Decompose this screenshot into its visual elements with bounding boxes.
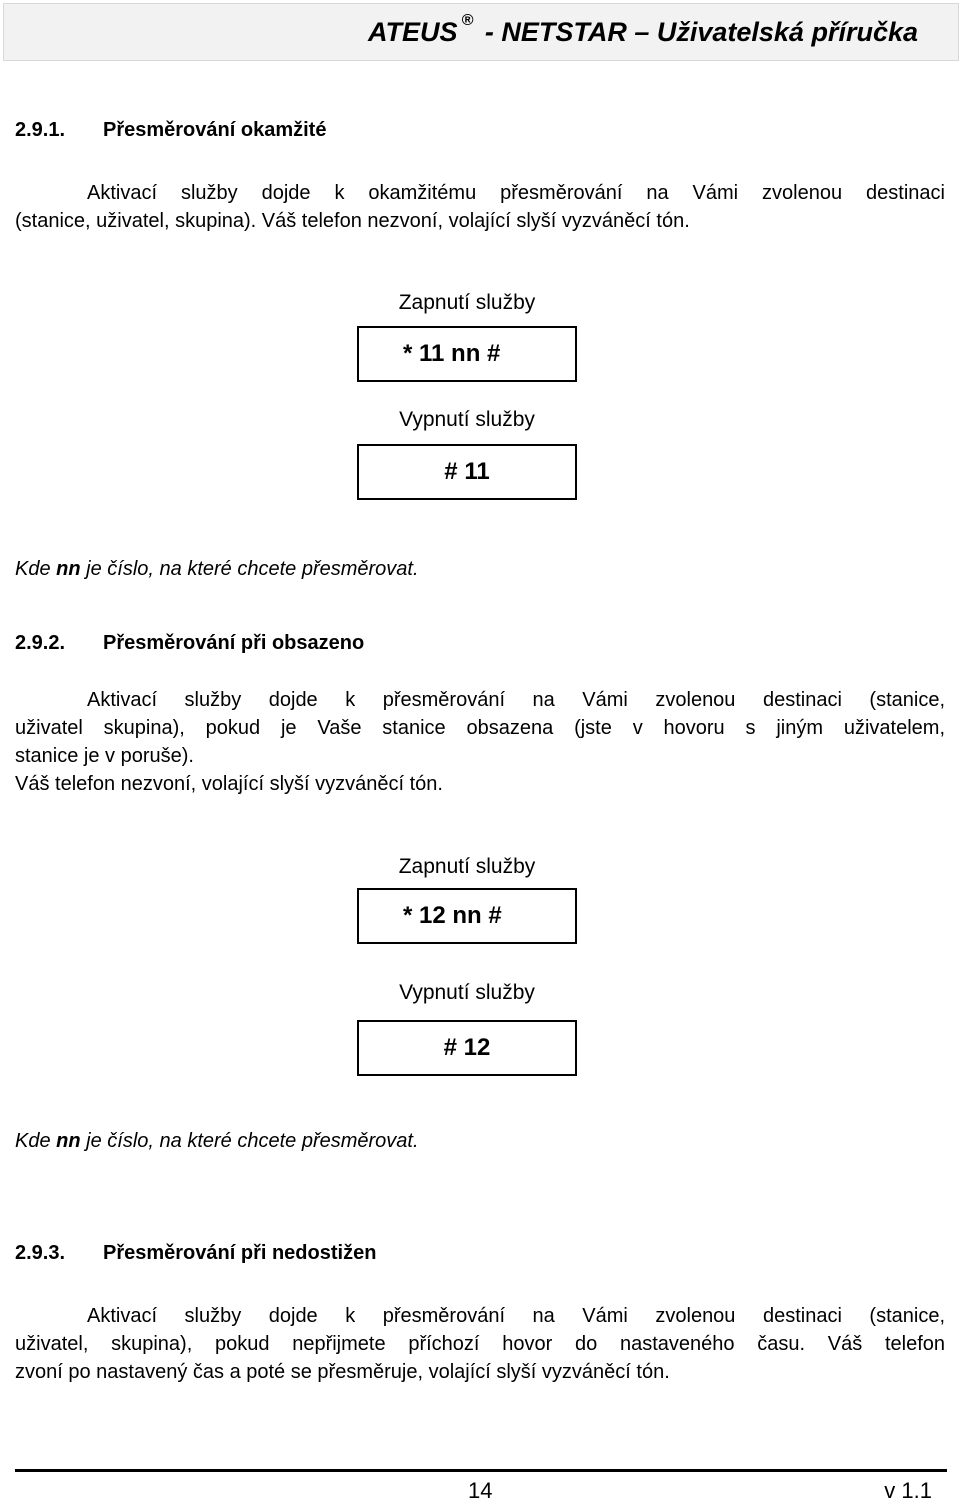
paragraph-line: Váš telefon nezvoní, volající slyší vyzváněcí tón. (15, 773, 443, 795)
paragraph-line: Aktivací služby dojde k okamžitému přesměrování na Vámi zvolenou destinaci (87, 182, 945, 204)
enable-code-box: * 11 nn # (357, 326, 577, 382)
page-header (3, 3, 959, 61)
page-number: 14 (468, 1478, 493, 1503)
document-title: - NETSTAR – Uživatelská příručka (484, 17, 918, 47)
section-title: Přesměrování okamžité (103, 119, 327, 141)
disable-service-label: Vypnutí služby (399, 408, 535, 431)
disable-service-label: Vypnutí služby (399, 981, 535, 1004)
section-paragraph (15, 179, 945, 235)
forwarding-note (15, 1130, 419, 1153)
document-version: v 1.1 (884, 1478, 932, 1503)
paragraph-line: stanice je v poruše). (15, 745, 194, 767)
note-bold: nn (56, 558, 81, 580)
header-title (368, 12, 918, 48)
section-number: 2.9.1. (15, 119, 66, 141)
enable-service-label: Zapnutí služby (398, 291, 536, 314)
section-number: 2.9.3. (15, 1242, 66, 1264)
section-title: Přesměrování při nedostižen (103, 1242, 377, 1264)
section-heading-2-9-3 (15, 1242, 376, 1265)
section-paragraph (15, 686, 945, 798)
note-suffix: je číslo, na které chcete přesměrovat. (86, 558, 419, 580)
brand-name: ATEUS (368, 17, 458, 47)
section-heading-2-9-2 (15, 632, 364, 655)
enable-code-box: * 12 nn # (357, 888, 577, 944)
paragraph-line: uživatel skupina), pokud je Vaše stanice obsazena (jste v hovoru s jiným uživatelem, (15, 717, 945, 739)
paragraph-line: Aktivací služby dojde k přesměrování na Vámi zvolenou destinaci (stanice, (87, 1305, 945, 1327)
note-prefix: Kde (15, 1130, 51, 1152)
section-heading-2-9-1 (15, 119, 326, 142)
paragraph-line: (stanice, uživatel, skupina). Váš telefon nezvoní, volající slyší vyzváněcí tón. (15, 210, 690, 232)
paragraph-line: Aktivací služby dojde k přesměrování na Vámi zvolenou destinaci (stanice, (87, 689, 945, 711)
note-bold: nn (56, 1130, 81, 1152)
disable-code-box: # 11 (357, 444, 577, 500)
section-paragraph (15, 1302, 945, 1386)
paragraph-line: uživatel, skupina), pokud nepřijmete příchozí hovor do nastaveného času. Váš telefon (15, 1333, 945, 1355)
forwarding-note (15, 558, 419, 581)
registered-mark: ® (461, 12, 474, 29)
disable-code-box: # 12 (357, 1020, 577, 1076)
note-prefix: Kde (15, 558, 51, 580)
note-suffix: je číslo, na které chcete přesměrovat. (86, 1130, 419, 1152)
footer-rule (15, 1469, 947, 1472)
paragraph-line: zvoní po nastavený čas a poté se přesměruje, volající slyší vyzváněcí tón. (15, 1361, 670, 1383)
section-number: 2.9.2. (15, 632, 66, 654)
enable-service-label: Zapnutí služby (398, 855, 536, 878)
section-title: Přesměrování při obsazeno (103, 632, 365, 654)
